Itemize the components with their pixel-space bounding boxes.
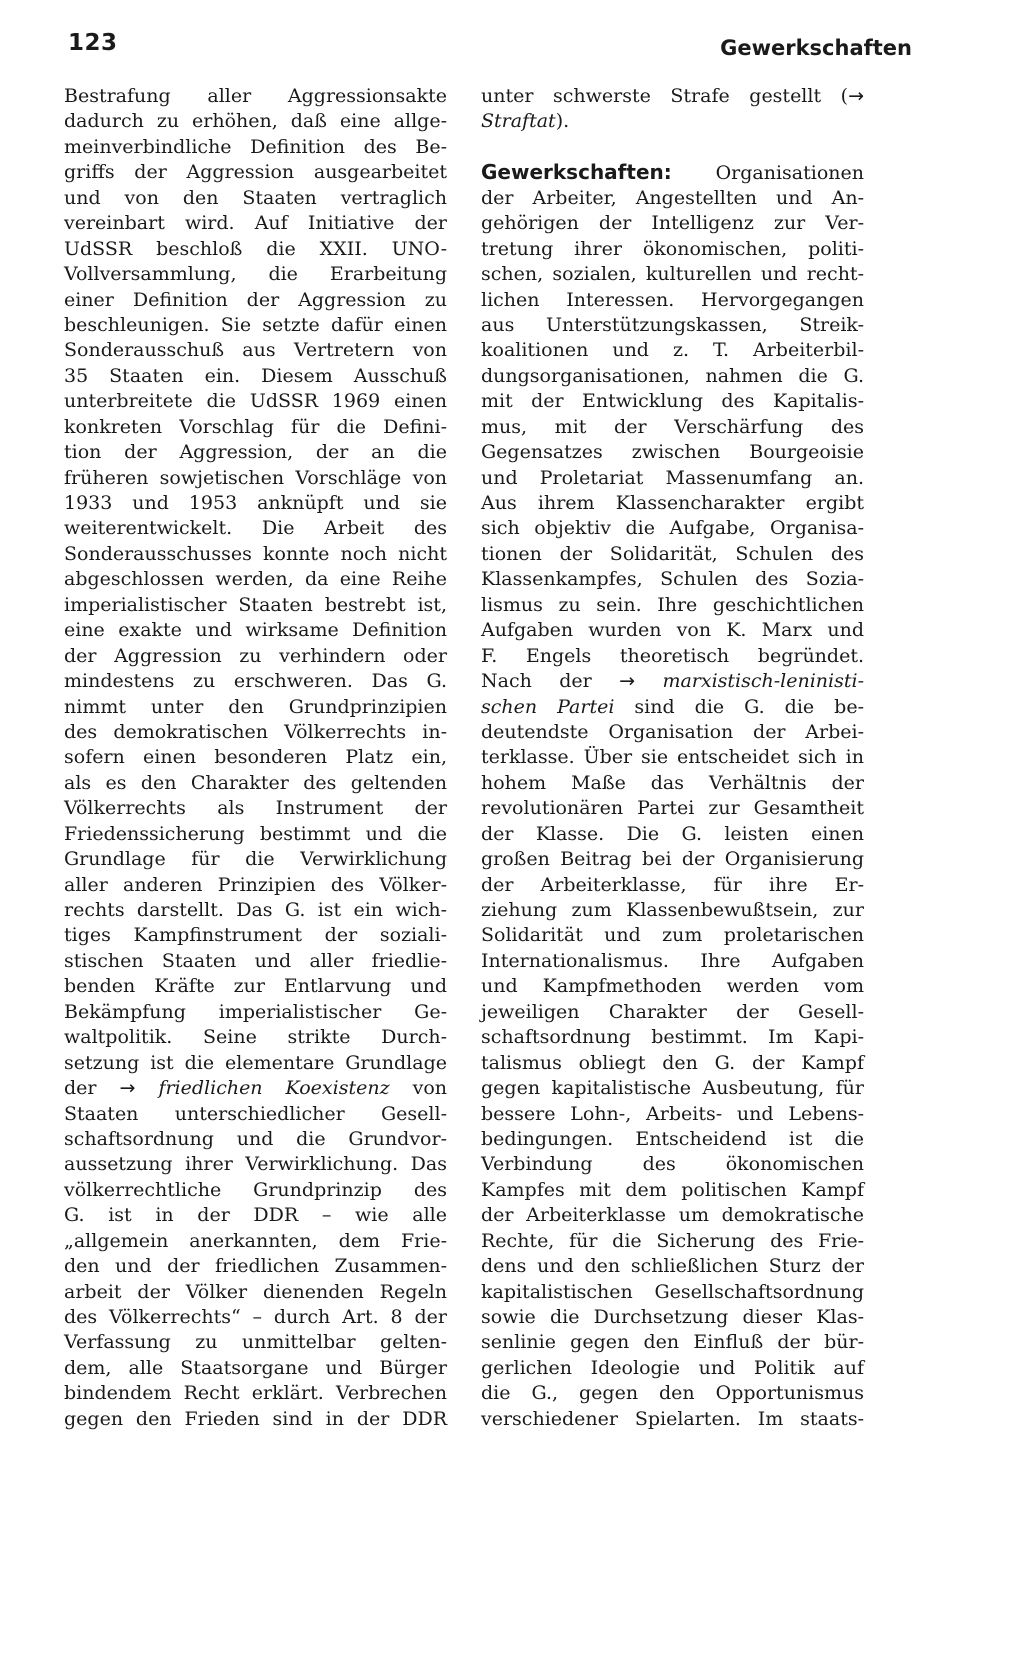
- text-line: [64, 1381, 447, 1406]
- text-segment: aus Unterstützungskassen, Streik-: [481, 313, 864, 336]
- text-segment: Kampfes mit dem politischen Kampf: [481, 1178, 864, 1201]
- text-line: [481, 1203, 864, 1228]
- text-line: [481, 237, 864, 262]
- text-line: [64, 237, 447, 262]
- text-segment: Aufgaben wurden von K. Marx und: [481, 619, 864, 642]
- text-segment: mus, mit der Verschärfung des: [481, 415, 864, 438]
- text-line: [481, 1000, 864, 1025]
- text-segment: dens und den schließlichen Sturz der: [481, 1255, 864, 1278]
- text-line: [64, 974, 447, 999]
- text-line: [481, 1356, 864, 1381]
- text-line: [64, 822, 447, 847]
- text-segment: G. ist in der DDR – wie alle: [64, 1204, 447, 1227]
- text-segment: Bekämpfung imperialistischer Ge-: [64, 1000, 447, 1023]
- text-segment: und von den Staaten vertraglich: [64, 186, 447, 209]
- text-line: [481, 720, 864, 745]
- text-segment: Grundlage für die Verwirklichung: [64, 848, 447, 871]
- text-line: [64, 466, 447, 491]
- text-segment: bessere Lohn-, Arbeits- und Lebens-: [481, 1102, 864, 1125]
- text-segment: schen, sozialen, kulturellen und recht-: [481, 263, 864, 286]
- text-segment: und Kampfmethoden werden vom: [481, 975, 864, 998]
- text-line: [64, 1000, 447, 1025]
- text-segment: einer Definition der Aggression zu: [64, 288, 447, 311]
- text-line: [64, 338, 447, 363]
- text-segment: tiges Kampfinstrument der soziali-: [64, 924, 447, 947]
- text-segment: F. Engels theoretisch begründet.: [481, 644, 864, 667]
- text-line: [481, 415, 864, 440]
- text-line: [481, 1330, 864, 1355]
- text-segment: Völkerrechts als Instrument der: [64, 797, 447, 820]
- text-line: [481, 109, 864, 134]
- text-line: [64, 695, 447, 720]
- text-segment: sofern einen besonderen Platz ein,: [64, 746, 447, 769]
- text-line: [64, 313, 447, 338]
- text-segment: Organisationen: [671, 162, 864, 185]
- text-segment: „allgemein anerkannten, dem Frie-: [64, 1229, 447, 1252]
- text-segment: koalitionen und z. T. Arbeiterbil-: [481, 339, 864, 362]
- text-segment: der Arbeiter, Angestellten und An-: [481, 186, 864, 209]
- text-segment: talismus obliegt den G. der Kampf: [481, 1051, 864, 1074]
- text-segment: lichen Interessen. Hervorgegangen: [481, 288, 864, 311]
- running-head: Gewerkschaften: [720, 36, 912, 60]
- text-line: [481, 1076, 864, 1101]
- left-text-column: [64, 84, 447, 1432]
- text-line: [64, 491, 447, 516]
- text-segment: Klassenkampfes, Schulen des Sozia-: [481, 568, 864, 591]
- text-segment: [635, 670, 662, 692]
- text-line: [481, 466, 864, 491]
- text-line: [64, 415, 447, 440]
- text-segment: tion der Aggression, der an die: [64, 441, 447, 464]
- text-segment: Nach der: [481, 670, 620, 693]
- text-segment: der Arbeiterklasse, für ihre Er-: [481, 873, 864, 896]
- text-segment: früheren sowjetischen Vorschläge von: [64, 466, 447, 489]
- text-line: [64, 567, 447, 592]
- text-segment: unter schwerste Strafe gestellt (: [481, 85, 849, 107]
- text-segment: Sonderausschusses konnte noch nicht: [64, 542, 447, 565]
- text-segment: arbeit der Völker dienenden Regeln: [64, 1280, 447, 1303]
- text-segment: kapitalistischen Gesellschaftsordnung: [481, 1280, 864, 1303]
- text-segment: lismus zu sein. Ihre geschichtlichen: [481, 593, 864, 616]
- text-line: [64, 1178, 447, 1203]
- text-segment: verschiedener Spielarten. Im staats-: [481, 1407, 864, 1430]
- text-segment: großen Beitrag bei der Organisierung: [481, 848, 864, 871]
- text-line: [64, 262, 447, 287]
- text-line: [481, 593, 864, 618]
- text-segment: des Völkerrechts“ – durch Art. 8 der: [64, 1306, 447, 1328]
- text-line: [481, 364, 864, 389]
- text-segment: waltpolitik. Seine strikte Durch-: [64, 1026, 447, 1049]
- text-segment: sowie die Durchsetzung dieser Klas-: [481, 1306, 864, 1328]
- text-line: [481, 84, 864, 109]
- text-line: [64, 1280, 447, 1305]
- text-segment: abgeschlossen werden, da eine Reihe: [64, 568, 447, 591]
- text-segment: senlinie gegen den Einfluß der bür-: [481, 1331, 864, 1354]
- text-segment: Solidarität und zum proletarischen: [481, 924, 864, 947]
- text-segment: vereinbart wird. Auf Initiative der: [64, 212, 447, 235]
- text-segment: bindendem Recht erklärt. Verbrechen: [64, 1382, 447, 1405]
- text-segment: Rechte, für die Sicherung des Frie-: [481, 1229, 864, 1252]
- text-line: [481, 313, 864, 338]
- text-segment: Gegensatzes zwischen Bourgeoisie: [481, 441, 864, 464]
- text-line: [481, 1280, 864, 1305]
- text-line: [64, 1203, 447, 1228]
- text-segment: hohem Maße das Verhältnis der: [481, 771, 864, 794]
- right-text-column: [481, 84, 864, 1432]
- text-segment: der: [64, 1077, 120, 1100]
- text-line: [481, 898, 864, 923]
- text-line: [481, 1229, 864, 1254]
- text-line: [64, 1229, 447, 1254]
- text-segment: der Klasse. Die G. leisten einen: [481, 822, 864, 845]
- text-segment: griffs der Aggression ausgearbeitet: [64, 161, 447, 184]
- arrow-icon: →: [619, 670, 636, 693]
- text-segment: dem, alle Staatsorgane und Bürger: [64, 1356, 447, 1379]
- text-line: [481, 949, 864, 974]
- text-segment: des demokratischen Völkerrechts in-: [64, 720, 447, 743]
- text-line: [481, 389, 864, 414]
- text-segment: völkerrechtliche Grundprinzip des: [64, 1178, 447, 1201]
- text-segment: deutendste Organisation der Arbei-: [481, 720, 864, 743]
- text-line: [481, 669, 864, 694]
- text-line: [481, 135, 864, 160]
- text-segment: 35 Staaten ein. Diesem Ausschuß: [64, 364, 447, 387]
- text-segment: Vollversammlung, die Erarbeitung: [64, 263, 447, 286]
- text-line: [481, 796, 864, 821]
- text-line: [481, 1127, 864, 1152]
- text-segment: tretung ihrer ökonomischen, politi-: [481, 237, 864, 260]
- text-line: [481, 338, 864, 363]
- text-segment: der Aggression zu verhindern oder: [64, 644, 447, 667]
- text-line: [481, 1025, 864, 1050]
- text-line: [64, 1330, 447, 1355]
- text-line: [64, 542, 447, 567]
- text-line: [481, 288, 864, 313]
- text-line: [481, 1254, 864, 1279]
- text-line: [64, 898, 447, 923]
- text-line: [481, 695, 864, 720]
- cross-reference: friedlichen Koexistenz: [158, 1077, 390, 1100]
- text-segment: sich objektiv die Aufgabe, Organisa-: [481, 517, 864, 540]
- text-segment: schaftsordnung und die Grundvor-: [64, 1127, 447, 1150]
- cross-reference: marxistisch-leninisti-: [662, 670, 864, 693]
- text-segment: meinverbindliche Definition des Be-: [64, 135, 447, 158]
- text-segment: dungsorganisationen, nahmen die G.: [481, 364, 864, 387]
- text-line: [481, 567, 864, 592]
- text-line: [64, 109, 447, 134]
- text-line: [481, 1102, 864, 1127]
- text-line: [64, 745, 447, 770]
- text-segment: gegen kapitalistische Ausbeutung, für: [481, 1077, 864, 1100]
- text-segment: gerlichen Ideologie und Politik auf: [481, 1356, 864, 1379]
- text-line: [64, 593, 447, 618]
- text-line: [64, 186, 447, 211]
- arrow-icon: →: [848, 85, 864, 107]
- text-line: [481, 440, 864, 465]
- text-line: [64, 160, 447, 185]
- text-segment: Verfassung zu unmittelbar gelten-: [64, 1331, 447, 1354]
- text-segment: die G., gegen den Opportunismus: [481, 1382, 864, 1405]
- text-segment: stischen Staaten und aller friedlie-: [64, 949, 447, 972]
- text-segment: jeweiligen Charakter der Gesell-: [481, 1000, 864, 1023]
- text-line: [481, 644, 864, 669]
- text-segment: schaftsordnung bestimmt. Im Kapi-: [481, 1026, 864, 1049]
- text-segment: den und der friedlichen Zusammen-: [64, 1255, 447, 1278]
- text-line: [481, 771, 864, 796]
- text-segment: mit der Entwicklung des Kapitalis-: [481, 390, 864, 413]
- text-line: [481, 873, 864, 898]
- page-number: 123: [68, 30, 118, 56]
- text-line: [481, 211, 864, 236]
- text-segment: von: [389, 1077, 448, 1100]
- text-line: [481, 1178, 864, 1203]
- text-line: [64, 873, 447, 898]
- text-line: [64, 644, 447, 669]
- text-line: [481, 1381, 864, 1406]
- text-line: [64, 949, 447, 974]
- text-line: [481, 923, 864, 948]
- text-segment: ).: [555, 110, 570, 133]
- text-segment: nimmt unter den Grundprinzipien: [64, 695, 447, 718]
- text-segment: bedingungen. Entscheidend ist die: [481, 1127, 864, 1150]
- text-line: [481, 1152, 864, 1177]
- text-line: [64, 389, 447, 414]
- text-segment: ziehung zum Klassenbewußtsein, zur: [481, 899, 864, 921]
- text-line: [481, 491, 864, 516]
- text-segment: weiterentwickelt. Die Arbeit des: [64, 517, 447, 540]
- text-line: [64, 440, 447, 465]
- text-segment: gegen den Frieden sind in der DDR: [64, 1407, 447, 1430]
- text-line: [64, 1051, 447, 1076]
- text-line: [64, 1356, 447, 1381]
- cross-reference: schen Partei: [481, 695, 615, 718]
- text-line: [64, 288, 447, 313]
- cross-reference: Straftat: [481, 110, 556, 133]
- text-line: [64, 618, 447, 643]
- text-line: [481, 516, 864, 541]
- text-line: [481, 1051, 864, 1076]
- text-segment: aller anderen Prinzipien des Völker-: [64, 873, 447, 896]
- text-segment: Staaten unterschiedlicher Gesell-: [64, 1102, 447, 1125]
- text-line: [481, 1407, 864, 1432]
- text-line: [481, 160, 864, 185]
- text-line: [481, 745, 864, 770]
- text-segment: imperialistischer Staaten bestrebt ist,: [64, 593, 447, 616]
- text-segment: der Arbeiterklasse um demokratische: [481, 1204, 864, 1227]
- text-line: [64, 1305, 447, 1330]
- text-line: [64, 1025, 447, 1050]
- text-segment: dadurch zu erhöhen, daß eine allge-: [64, 110, 447, 133]
- text-segment: sind die G. die be-: [614, 695, 864, 718]
- text-segment: Verbindung des ökonomischen: [481, 1153, 864, 1176]
- text-line: [64, 1102, 447, 1127]
- text-segment: konkreten Vorschlag für die Defini-: [64, 415, 447, 438]
- text-line: [64, 923, 447, 948]
- text-line: [64, 771, 447, 796]
- text-line: [481, 822, 864, 847]
- text-line: [481, 262, 864, 287]
- text-segment: als es den Charakter des geltenden: [64, 771, 447, 794]
- text-segment: mindestens zu erschweren. Das G.: [64, 670, 447, 693]
- text-line: [64, 1127, 447, 1152]
- text-segment: Bestrafung aller Aggressionsakte: [64, 85, 447, 107]
- text-segment: eine exakte und wirksame Definition: [64, 619, 447, 642]
- text-segment: unterbreitete die UdSSR 1969 einen: [64, 390, 447, 413]
- text-segment: gehörigen der Intelligenz zur Ver-: [481, 212, 864, 235]
- text-line: [481, 186, 864, 211]
- text-line: [64, 516, 447, 541]
- text-segment: revolutionären Partei zur Gesamtheit: [481, 797, 864, 820]
- text-segment: Aus ihrem Klassencharakter ergibt: [481, 492, 864, 514]
- text-segment: benden Kräfte zur Entlarvung und: [64, 975, 447, 998]
- text-line: [481, 542, 864, 567]
- text-line: [64, 796, 447, 821]
- text-segment: terklasse. Über sie entscheidet sich in: [481, 746, 864, 769]
- text-line: [64, 1152, 447, 1177]
- text-segment: tionen der Solidarität, Schulen des: [481, 542, 864, 565]
- text-line: [64, 1407, 447, 1432]
- text-segment: [135, 1077, 158, 1099]
- text-segment: Internationalismus. Ihre Aufgaben: [481, 949, 864, 972]
- text-line: [481, 974, 864, 999]
- text-line: [64, 847, 447, 872]
- text-segment: beschleunigen. Sie setzte dafür einen: [64, 313, 447, 336]
- text-line: [64, 1076, 447, 1101]
- text-line: [64, 1254, 447, 1279]
- entry-heading: Gewerkschaften:: [481, 160, 672, 185]
- text-segment: Sonderausschuß aus Vertretern von: [64, 339, 447, 362]
- text-line: [481, 1305, 864, 1330]
- text-line: [64, 135, 447, 160]
- text-line: [64, 669, 447, 694]
- text-line: [64, 720, 447, 745]
- arrow-icon: →: [119, 1077, 136, 1100]
- text-line: [64, 84, 447, 109]
- text-segment: UdSSR beschloß die XXII. UNO-: [64, 237, 447, 260]
- text-segment: und Proletariat Massenumfang an.: [481, 466, 864, 489]
- text-segment: rechts darstellt. Das G. ist ein wich-: [64, 899, 447, 921]
- text-line: [64, 211, 447, 236]
- text-segment: aussetzung ihrer Verwirklichung. Das: [64, 1153, 447, 1176]
- text-segment: Friedenssicherung bestimmt und die: [64, 822, 447, 845]
- text-line: [64, 364, 447, 389]
- text-line: [481, 847, 864, 872]
- text-line: [481, 618, 864, 643]
- text-segment: setzung ist die elementare Grundlage: [64, 1051, 447, 1074]
- text-segment: 1933 und 1953 anknüpft und sie: [64, 492, 447, 514]
